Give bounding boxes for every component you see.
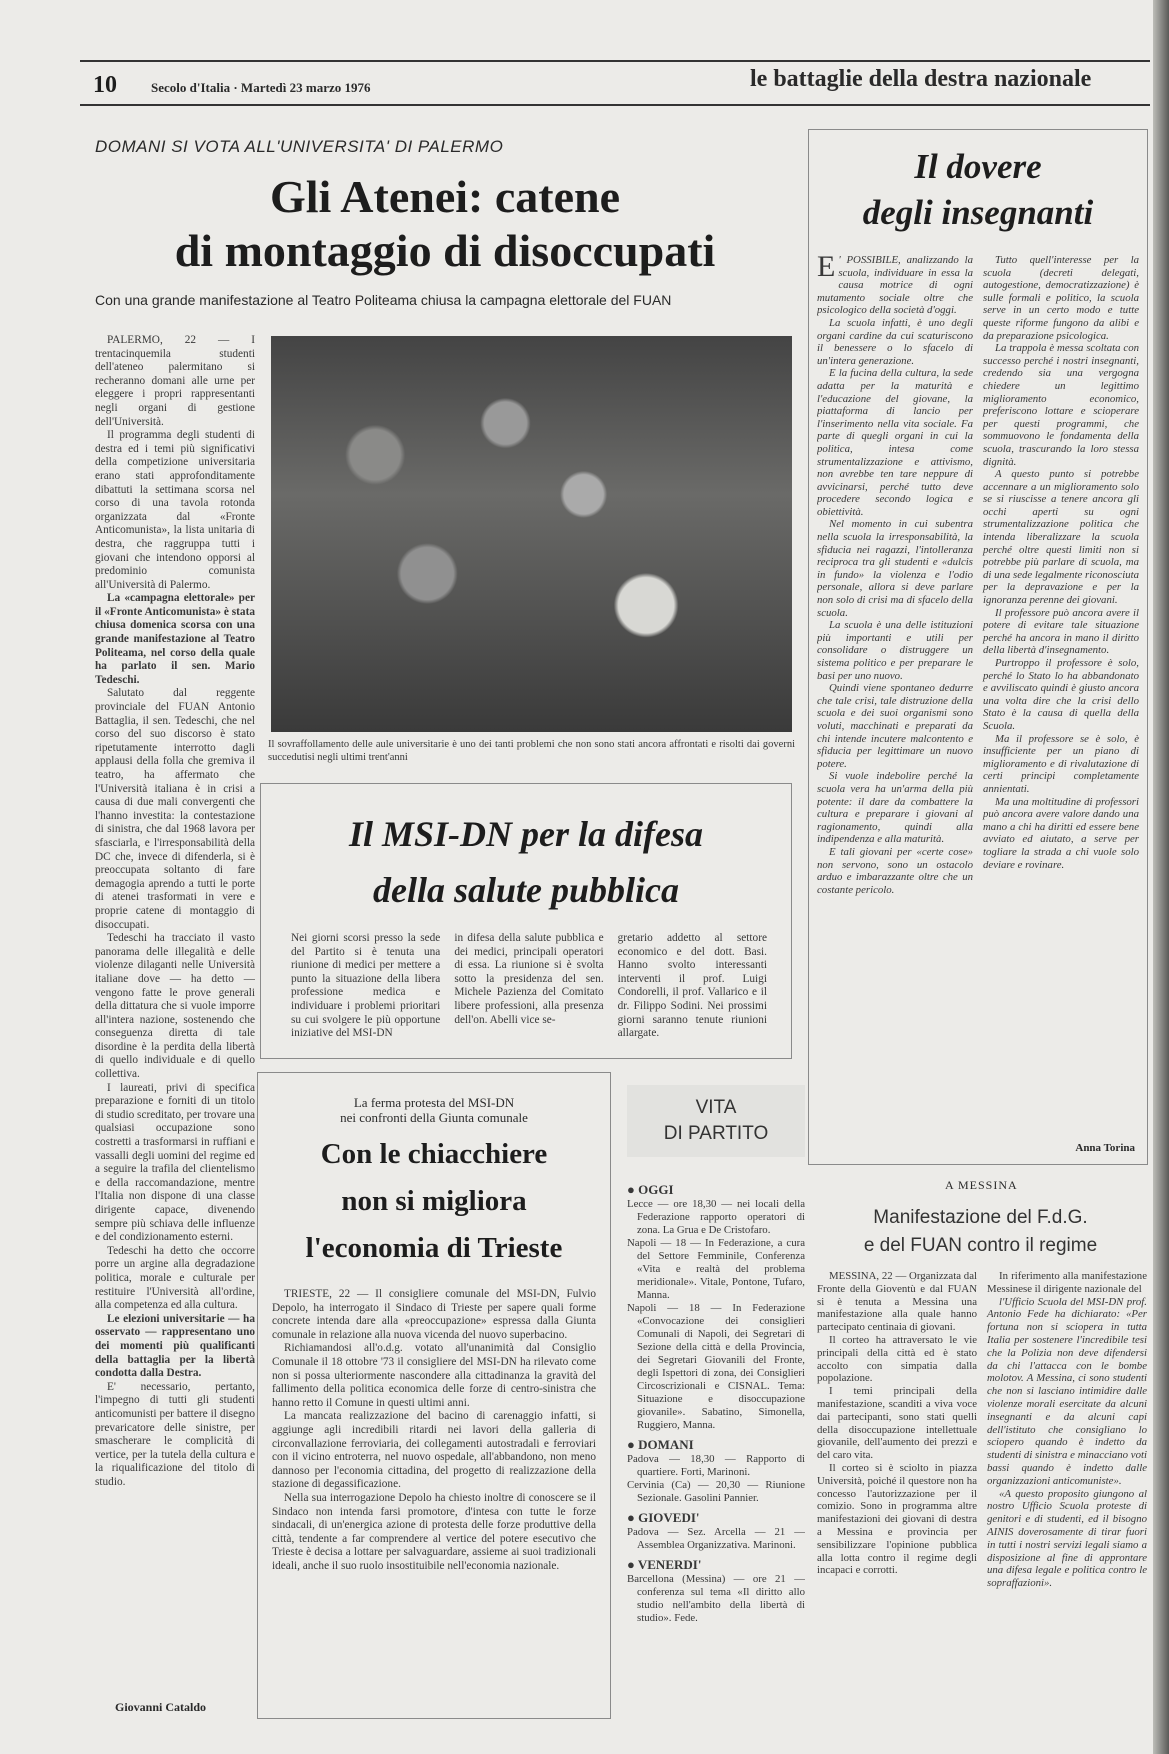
photo-caption: Il sovraffollamento delle aule universitarie è uno dei tanti problemi che non sono stati ancora affrontati e risolti dai governi succedutisi negli ultimi trent'anni <box>268 739 795 763</box>
masthead-top-rule <box>80 60 1150 62</box>
paragraph: Richiamandosi all'o.d.g. votato all'unanimità dal Consiglio Comunale il 18 ottobre '73 il consigliere del MSI-DN ha rilevato come non si possa ulteriormente nascondere alla cittadinanza la gravità del fallimento della politica economica delle forze di centro-sinistra che hanno retto il Comune in questi ultimi anni. <box>272 1342 596 1409</box>
trieste-body <box>272 1288 596 1703</box>
lead-headline-line: Gli Atenei: catene <box>269 171 620 222</box>
msi-article-box <box>260 783 792 1059</box>
vita-entry: Barcellona (Messina) — ore 21 — conferenza sul tema «Il diritto allo studio nell'ambito della libertà di studio». Fede. <box>627 1573 805 1624</box>
paragraph: Nella sua interrogazione Depolo ha chiesto inoltre di conoscere se il Sindaco non intenda farsi promotore, d'intesa con tutte le forze sindacali, di un'energica azione di protesta delle forze produttive della città, tendente a far comprendere al vertice del potere esecutivo che Trieste è decisa a lottare per salvaguardare, assieme ai suoi tradizionali ideali, anche il suo ruolo insostituibile nell'economia nazionale. <box>272 1491 596 1572</box>
trieste-kicker-line: nei confronti della Giunta comunale <box>340 1110 528 1125</box>
paragraph: Purtroppo il professore è solo, perché lo Stato lo ha abbandonato e avviliscato quindi è giusto ancora una volta dire che la crisi dello Stato è la causa di quella della Scuola. <box>983 657 1139 732</box>
trieste-headline-line: Con le chiacchiere <box>320 1138 548 1170</box>
vita-di-partito <box>627 1085 805 1715</box>
paragraph: TRIESTE, 22 — Il consigliere comunale del MSI-DN, Fulvio Depolo, ha interrogato il Sindaco di Trieste per sapere quali forme concrete intenda dare alla «preoccupazione» espressa dalla Giunta comunale in relazione alla nuova vicenda del nuovo superbacino. <box>272 1288 596 1341</box>
trieste-kicker-line: La ferma protesta del MSI-DN <box>353 1095 515 1110</box>
paragraph: Salutato dal reggente provinciale del FUAN Antonio Battaglia, il sen. Tedeschi, che nel corso del suo discorso è stato ripetutamente interrotto dagli applausi della folla che gremiva il teatro, ha affermato che l'Università italiana è in crisi a causa di due mali convergenti che l'hanno investita: la contestazione di sinistra, che dal 1968 lavora per sfasciarla, e l'irresponsabilità della DC che, invece di difenderla, si è preoccupata soltanto di fare demagogia aprendo a tutti le porte di atenei trasformati in vere e proprie catene di montaggio di disoccupati. <box>95 687 255 931</box>
vita-title-line: DI PARTITO <box>663 1123 769 1144</box>
section-title: le battaglie della destra nazionale <box>750 66 1092 92</box>
paragraph: Il programma degli studenti di destra ed i temi più significativi della competizione universitaria erano stati approfonditamente dibattuti la settimana scorsa nel corso di una tavola rotonda organizzata dal «Fronte Anticomunista», la lista unitaria di destra, che raggruppa tutti i giovani che intendono opporsi al predominio comunista all'Università di Palermo. <box>95 429 255 591</box>
vita-entry: Padova — 18,30 — Rapporto di quartiere. Forti, Marinoni. <box>627 1453 805 1478</box>
page-edge-shadow <box>1153 0 1169 1754</box>
vita-listing <box>627 1177 805 1737</box>
msi-headline-line: Il MSI-DN per la difesa <box>348 814 703 854</box>
msi-headline-line: della salute pubblica <box>373 870 679 910</box>
paragraph: La mancata realizzazione del bacino di carenaggio infatti, si aggiunge agli incredibili ritardi nei lavori della galleria di circonvallazione ferroviaria, dei collegamenti autostradali e ferroviari con il vicino entroterra, nel nuovo ospedale, all'abbandono, non meno dannoso per l'economia cittadina, del progetto di realizzazione della stazione di degassificazione. <box>272 1410 596 1491</box>
lead-headline <box>95 170 795 278</box>
paragraph: E' necessario, pertanto, l'impegno di tutti gli studenti anticomunisti per battere il disegno prevaricatore delle sinistre, per smascherare le complicità di vertice, per la tutela della cultura e la riqualificazione del titolo di studio. <box>95 1380 255 1488</box>
paragraph-text: ' POSSIBILE, analizzando la scuola, individuare in essa la causa motrice di ogni mutamento sociale oltre che psicologico della società d'oggi. <box>817 254 973 317</box>
messina-headline <box>808 1204 1153 1260</box>
paragraph: Nel momento in cui subentra nella scuola la irresponsabilità, la sfiducia nei ragazzi, l'intolleranza reciproca tra gli studenti e «dulcis in fundo» la violenza e l'odio personale, allora si deve parlare non solo di crisi ma di sfacelo della scuola. <box>817 518 973 619</box>
paragraph: Il professore può ancora avere il potere di evitare tale situazione perché ha ancora in mano il diritto della libertà d'insegnamento. <box>983 606 1139 657</box>
dovere-byline: Anna Torina <box>1075 1142 1135 1154</box>
paragraph: Si vuole indebolire perché la scuola vera ha un'arma della più potente: il dare da combattere la cultura e preparare i giovani al ragionamento, quindi alla indipendenza e alla maturità. <box>817 770 973 846</box>
dovere-headline-line: degli insegnanti <box>862 193 1094 232</box>
dovere-article-box <box>808 129 1148 1165</box>
dovere-headline <box>809 144 1147 236</box>
paragraph: A questo punto si potrebbe accennare a un miglioramento solo se si riuscisse a tenere ancora gli occhi aperti su ogni strumentalizzazione politica che intenda liberalizzare la scuola perché oltre questi limiti non si potrebbe più parlare di scuola, ma di una sede legalmente riconosciuta per la depravazione e per la ignoranza perenne dei giovani. <box>983 468 1139 607</box>
lead-kicker: DOMANI SI VOTA ALL'UNIVERSITA' DI PALERMO <box>95 137 504 156</box>
vita-section-label: ● OGGI <box>627 1183 805 1196</box>
paper-date: Secolo d'Italia · Martedì 23 marzo 1976 <box>151 80 371 95</box>
trieste-article-box <box>257 1072 611 1719</box>
paragraph: Il corteo si è sciolto in piazza Università, poiché il questore non ha concesso l'autorizzazione per il comizio. Sono in programma altre manifestazioni dei giovani di destra a Messina e provincia per sensibilizzare l'opinione pubblica alla lotta contro il regime degli incapaci e corrotti. <box>817 1461 977 1577</box>
paragraph: «A questo proposito giungono al nostro Ufficio Scuola proteste di genitori e di studenti, ed il bisogno AINIS doverosamente di tirar fuori in tutti i nostri servizi legali siamo a disposizione al fine di approntare una difesa legale e politica contro le sopraffazioni». <box>987 1487 1147 1590</box>
trieste-kicker <box>258 1095 610 1125</box>
trieste-headline <box>258 1131 610 1272</box>
dovere-body <box>817 254 1139 1134</box>
paragraph: I laureati, privi di specifica preparazione e forniti di un titolo di studio screditato, per trovare una qualsiasi occupazione sono costretti a trasformarsi in ruffiani e vassalli degli uomini del regime ed a seguire la trafila del clientelismo e della raccomandazione, mentre l'Italia non dispone di una classe dirigente capace, divenendo sempre più schiava delle influenze e del condizionamento esterni. <box>95 1081 255 1244</box>
paragraph: La scuola è una delle istituzioni più importanti e utili per consolidare o distruggere un sistema politico e per preparare le basi per uno nuovo. <box>817 619 973 682</box>
messina-headline-line: Manifestazione del F.d.G. <box>873 1207 1088 1228</box>
masthead-bottom-rule <box>80 104 1150 106</box>
messina-body <box>817 1270 1147 1722</box>
vita-entry: Lecce — ore 18,30 — nei locali della Federazione rapporto operatori di zona. La Grua e De Cristofaro. <box>627 1198 805 1236</box>
vita-section-label: ● DOMANI <box>627 1438 805 1451</box>
paragraph: l'Ufficio Scuola del MSI-DN prof. Antonio Fede ha dichiarato: «Per fortuna non si sciopera in tutta Italia per sostenere l'incredibile tesi che la Polizia non deve difendersi da chi l'attacca con le bombe molotov. A Messina, ci sono studenti che non si lasciano intimidire dalle violenze morali esercitate da alcuni insegnanti e da alcuni capi dell'istituto che consigliano lo sciopero quando è indetto da studenti di sinistra e minacciano voti bassi quando è indetto dalle organizzazioni anticomuniste». <box>987 1295 1147 1487</box>
paragraph: Quindi viene spontaneo dedurre che tale crisi, tale distruzione della scuola e dei suoi organismi sono voluti, macchinati e preparati da chi intende incutere malcontento e sfiducia per legittimare un nuovo potere. <box>817 682 973 770</box>
vita-entry: Cervinia (Ca) — 20,30 — Riunione Sezionale. Gasolini Pannier. <box>627 1479 805 1504</box>
paragraph: In riferimento alla manifestazione Messinese il dirigente nazionale del <box>987 1270 1147 1295</box>
lead-subhead: Con una grande manifestazione al Teatro Politeama chiusa la campagna elettorale del FUAN <box>95 292 672 308</box>
paragraph: La «campagna elettorale» per il «Fronte Anticomunista» è stata chiusa domenica scorsa con una grande manifestazione al Teatro Politeama, nel corso della quale ha parlato il sen. Mario Tedeschi. <box>95 592 255 686</box>
paragraph: E tali giovani per «certe cose» non servono, sono un ostacolo arduo e imbarazzante oltre che un costante pericolo. <box>817 845 973 896</box>
messina-headline-line: e del FUAN contro il regime <box>863 1235 1098 1256</box>
msi-column: gretario addetto al settore economico e del dott. Basi. Hanno svolto interessanti interventi il prof. Luigi Condorelli, il prof. Vallarico e il dr. Filippo Sodini. Nei prossimi giorni saranno tenute riunioni allargate. <box>617 932 767 1040</box>
vita-entry: Napoli — 18 — In Federazione, a cura del Settore Femminile, Conferenza «Vita e realtà del problema meridionale». Vitale, Pontone, Tufaro, Manna. <box>627 1237 805 1301</box>
paragraph: MESSINA, 22 — Organizzata dal Fronte della Gioventù e dal FUAN si è tenuta a Messina una manifestazione alla quale hanno partecipato centinaia di giovani. <box>817 1270 977 1334</box>
messina-kicker: A MESSINA <box>945 1178 1018 1192</box>
trieste-headline-line: l'economia di Trieste <box>305 1232 563 1264</box>
paragraph: Ma il professore se è solo, è insufficiente per un piano di miglioramento e di rivalutazione di certi principi completamente annientati. <box>983 732 1139 795</box>
dovere-headline-line: Il dovere <box>914 147 1042 186</box>
msi-column: Nei giorni scorsi presso la sede del Partito si è tenuta una riunione di medici per mettere a punto la situazione della libera professione medica e individuare i problemi prioritari su cui svolgere le più opportune iniziative del MSI-DN <box>291 932 441 1040</box>
vita-section-label: ● VENERDI' <box>627 1558 805 1571</box>
paragraph: Le elezioni universitarie — ha osservato — rappresentano uno dei momenti più qualificanti della battaglia per la libertà condotta dalla Destra. <box>95 1312 255 1380</box>
lead-body-column <box>95 334 255 1704</box>
paragraph: La scuola infatti, è uno degli organi cardine da cui scaturiscono il benessere o lo sfacelo di un'intera generazione. <box>817 316 973 367</box>
trieste-headline-line: non si migliora <box>341 1185 527 1217</box>
vita-title-line: VITA <box>695 1097 737 1118</box>
drop-cap: E <box>817 254 836 283</box>
lead-byline: Giovanni Cataldo <box>115 1700 207 1714</box>
paragraph: E la fucina della cultura, la sede adatta per la maturità e l'educazione del giovane, la piattaforma di lancio per l'inserimento nella vita sociale. Fa parte di quegli organi in cui la politica, intesa come strumentalizzazione e attivismo, non avrebbe ten tare neppure di avvicinarsi, perché tutto deve procedere secondo logica e obiettività. <box>817 367 973 518</box>
vita-section-label: ● GIOVEDI' <box>627 1511 805 1524</box>
page-number: 10 <box>93 72 117 98</box>
paragraph: La trappola è messa scoltata con successo perché i nostri insegnanti, credendo sia una vergogna chiedere un legittimo miglioramento economico, preferiscono lottare e scioperare per questi programmi, che sommuovono le fondamenta della scuola, trascurando la loro stessa dignità. <box>983 342 1139 468</box>
paragraph: Tedeschi ha tracciato il vasto panorama delle illegalità e delle violenze dilaganti nelle Università italiane dove — ha detto — vengono fatte le prove generali della dittatura che si vuole imporre all'intera nazione, sostenendo che conseguenza diretta di tale disordine è la perdita della libertà di quello individuale e di quello collettiva. <box>95 932 255 1081</box>
paragraph: Il corteo ha attraversato le vie principali della città ed è stato accolto con simpatia dalla popolazione. <box>817 1333 977 1385</box>
vita-entry: Napoli — 18 — In Federazione «Convocazione dei consiglieri Comunali di Napoli, dei Segretari di Sezione della città e della Provincia, dei Segretari Giovanili del Fronte, degli Ispettori di zona, dei Consiglieri Circoscrizionali e CISNAL. Tema: Situazione e disoccupazione giovanile». Sabatino, Simonella, Ruggiero, Manna. <box>627 1302 805 1431</box>
paragraph: Ma una moltitudine di professori può ancora avere valore dando una mano a chi ha diritti ed essere bene avviato ed aiutato, a serve per togliare la strada a chi vuole solo deviare e rovinare. <box>983 795 1139 871</box>
lead-headline-line: di montaggio di disoccupati <box>174 225 716 276</box>
crowd-photo <box>271 336 792 732</box>
vita-entry: Padova — Sez. Arcella — 21 — Assemblea Organizzativa. Marinoni. <box>627 1526 805 1551</box>
paragraph: PALERMO, 22 — I trentacinquemila studenti dell'ateneo palermitano si recheranno domani alle urne per eleggere i propri rappresentanti negli organi di gestione dell'Università. <box>95 334 255 428</box>
msi-headline <box>261 806 791 918</box>
vita-title <box>627 1085 805 1157</box>
paragraph: Tedeschi ha detto che occorre porre un argine alla degradazione politica, morale e culturale per restituire l'Università all'ordine, alla competenza ed alla cultura. <box>95 1244 255 1312</box>
paragraph: Tutto quell'interesse per la scuola (decreti delegati, autogestione, democratizzazione) è sulle formali e politico, la scuola serve in un certo modo e tutte queste riforme fungono da alibi e da preparazione psicologica. <box>983 254 1139 342</box>
msi-column: in difesa della salute pubblica e dei medici, principali operatori di essa. La riunione si è svolta sotto la presidenza del sen. Michele Pazienza del Comitato libere professioni, alla presenza dell'on. Abelli vice se- <box>454 932 604 1026</box>
paragraph <box>817 254 973 317</box>
paragraph: I temi principali della manifestazione, scanditi a viva voce dai partecipanti, sono stati quelli della disoccupazione intellettuale giovanile, dell'aumento dei prezzi e del caro vita. <box>817 1385 977 1462</box>
